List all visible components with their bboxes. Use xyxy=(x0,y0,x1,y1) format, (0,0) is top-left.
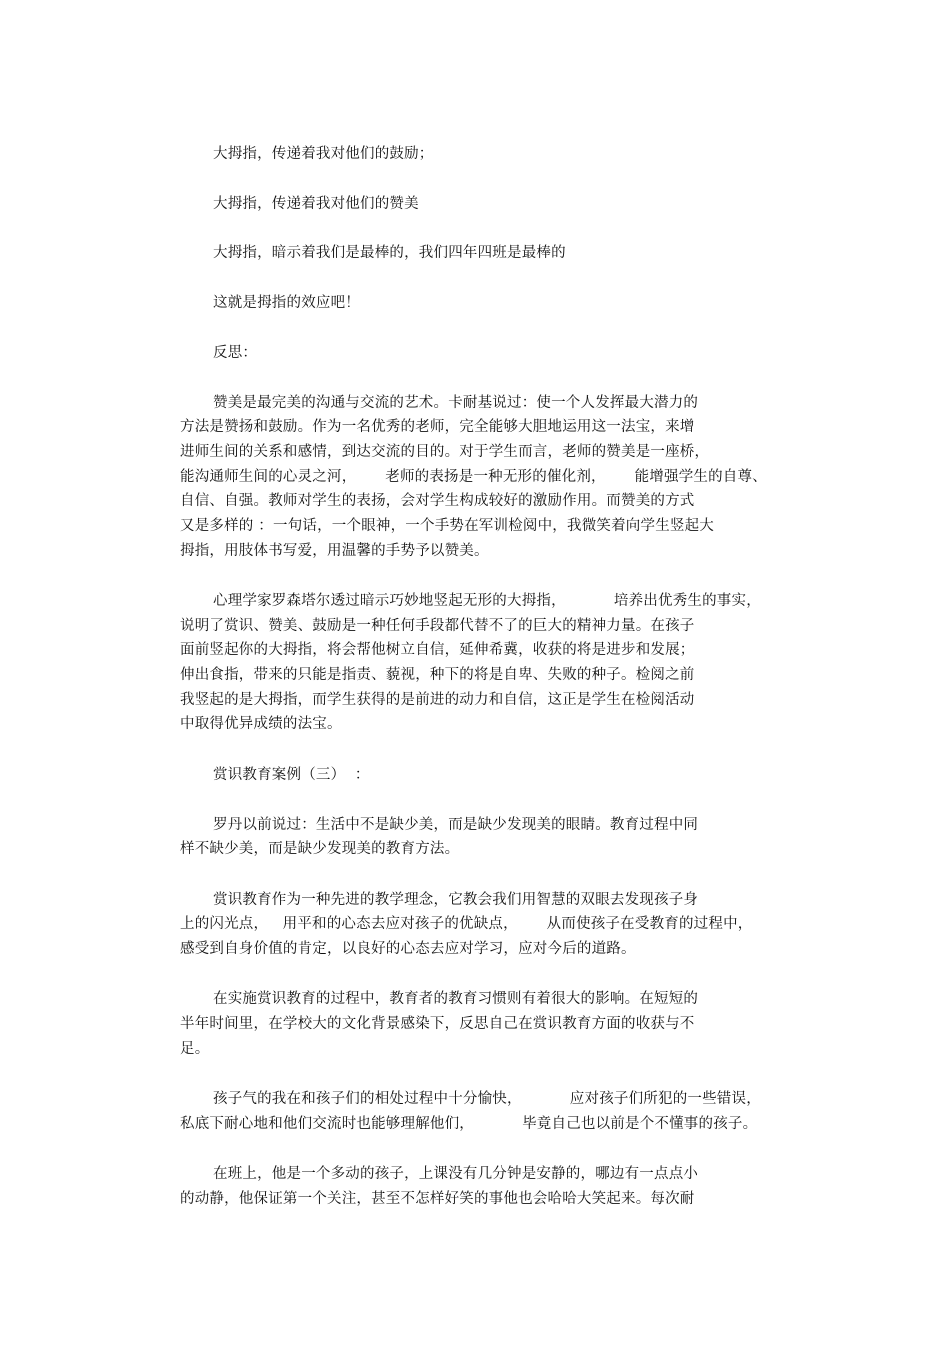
text-line: 赞美是最完美的沟通与交流的艺术。卡耐基说过：使一个人发挥最大潜力的 xyxy=(213,395,699,411)
text-line: 足。 xyxy=(180,1041,210,1057)
text-line: 大拇指，传递着我对他们的赞美 xyxy=(213,196,419,212)
text-line: 在实施赏识教育的过程中，教育者的教育习惯则有着很大的影响。在短短的 xyxy=(213,991,699,1007)
text-line: 大拇指，传递着我对他们的鼓励； xyxy=(213,146,434,162)
text-line: 拇指，用肢体书写爱，用温馨的手势予以赞美。 xyxy=(180,543,489,559)
text-line: 感受到自身价值的肯定，以良好的心态去应对学习，应对今后的道路。 xyxy=(180,941,636,957)
text-line: 在班上，他是一个多动的孩子，上课没有几分钟是安静的，哪边有一点点小 xyxy=(213,1166,699,1182)
section-heading: 反思： xyxy=(213,345,258,361)
text-line: 说明了赏识、赞美、鼓励是一种任何手段都代替不了的巨大的精神力量。在孩子 xyxy=(180,618,695,634)
text-line: 孩子气的我在和孩子们的相处过程中十分愉快， 应对孩子们所犯的一些错误， xyxy=(213,1091,761,1107)
text-line: 自信、自强。教师对学生的表扬，会对学生构成较好的激励作用。而赞美的方式 xyxy=(180,493,695,509)
text-line: 面前竖起你的大拇指，将会帮他树立自信，延伸希冀，收获的将是进步和发展； xyxy=(180,642,695,658)
section-heading: 赏识教育案例（三） ： xyxy=(213,767,370,783)
text-line: 方法是赞扬和鼓励。作为一名优秀的老师，完全能够大胆地运用这一法宝，来增 xyxy=(180,419,695,435)
text-line: 半年时间里，在学校大的文化背景感染下，反思自己在赏识教育方面的收获与不 xyxy=(180,1016,695,1032)
text-line: 私底下耐心地和他们交流时也能够理解他们， 毕竟自己也以前是个不懂事的孩子。 xyxy=(180,1116,758,1132)
text-line: 样不缺少美，而是缺少发现美的教育方法。 xyxy=(180,841,460,857)
text-line: 这就是拇指的效应吧！ xyxy=(213,295,360,311)
text-line: 心理学家罗森塔尔透过暗示巧妙地竖起无形的大拇指， 培养出优秀生的事实， xyxy=(213,593,761,609)
text-line: 上的闪光点， 用平和的心态去应对孩子的优缺点， 从而使孩子在受教育的过程中， xyxy=(180,916,753,932)
text-line: 能沟通师生间的心灵之河， 老师的表扬是一种无形的催化剂， 能增强学生的自尊、 xyxy=(180,469,767,485)
text-line: 伸出食指，带来的只能是指责、藐视，种下的将是自卑、失败的种子。检阅之前 xyxy=(180,667,695,683)
text-line: 又是多样的 ：一句话，一个眼神，一个手势在军训检阅中，我微笑着向学生竖起大 xyxy=(180,518,715,534)
text-line: 罗丹以前说过：生活中不是缺少美，而是缺少发现美的眼睛。教育过程中同 xyxy=(213,817,699,833)
text-line: 我竖起的是大拇指，而学生获得的是前进的动力和自信，这正是学生在检阅活动 xyxy=(180,692,695,708)
text-line: 的动静，他保证第一个关注，甚至不怎样好笑的事他也会哈哈大笑起来。每次耐 xyxy=(180,1191,695,1207)
text-line: 进师生间的关系和感情，到达交流的目的。对于学生而言，老师的赞美是一座桥， xyxy=(180,444,710,460)
text-line: 大拇指，暗示着我们是最棒的，我们四年四班是最棒的 xyxy=(213,245,566,261)
text-line: 赏识教育作为一种先进的教学理念，它教会我们用智慧的双眼去发现孩子身 xyxy=(213,892,699,908)
text-line: 中取得优异成绩的法宝。 xyxy=(180,716,342,732)
